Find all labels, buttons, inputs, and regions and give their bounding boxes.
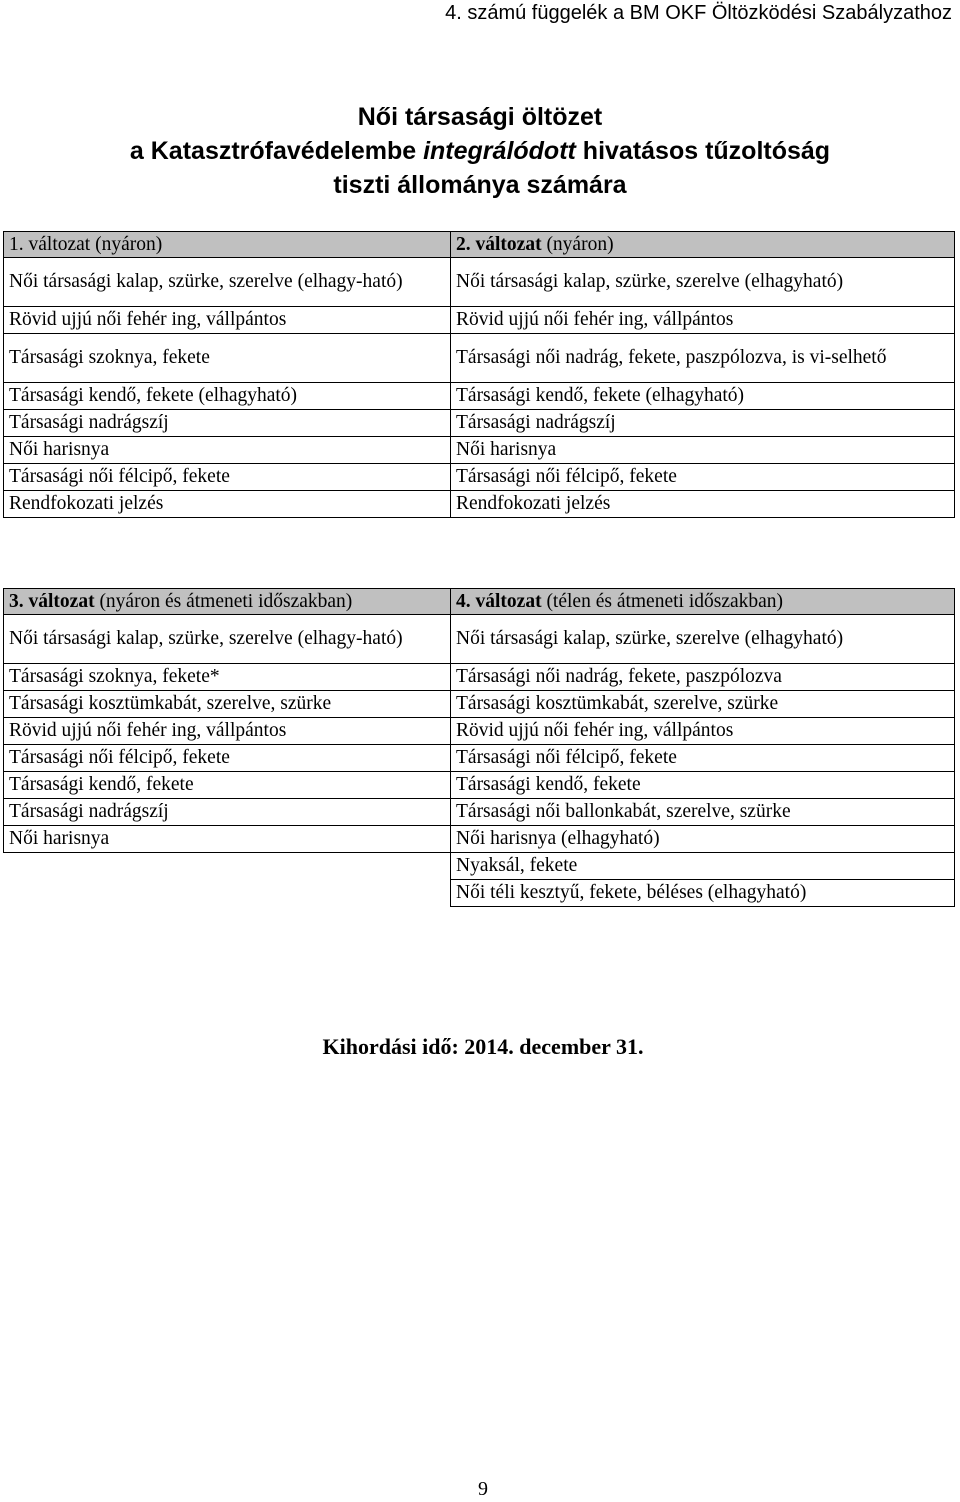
table-row [4, 664, 955, 691]
table-row [4, 307, 955, 334]
variant-1-2-table [3, 231, 955, 518]
variant-number: 2. változat [456, 233, 542, 255]
table-row [4, 691, 955, 718]
table-cell: Női harisnya (elhagyható) [451, 826, 955, 853]
title-line-3: tiszti állománya számára [333, 171, 627, 199]
table-cell: Társasági női félcipő, fekete [4, 745, 451, 772]
table-cell: Társasági női nadrág, fekete, paszpólozva [451, 664, 955, 691]
table-cell: Női harisnya [4, 826, 451, 853]
title-line-2-italic: integrálódott [423, 137, 576, 165]
table-cell: Társasági női félcipő, fekete [451, 464, 955, 491]
wear-deadline: Kihordási idő: 2014. december 31. [322, 1034, 644, 1059]
table-cell: Rendfokozati jelzés [451, 491, 955, 518]
table-cell: Társasági női nadrág, fekete, paszpólozva, is vi-selhető [451, 334, 955, 383]
variant-season: (nyáron és átmeneti időszakban) [94, 590, 353, 612]
title-line-1: Női társasági öltözet [357, 103, 603, 131]
table-row [4, 258, 955, 307]
variant-3-4-table [3, 588, 955, 907]
table-header-row [4, 232, 955, 258]
table-row [4, 745, 955, 772]
appendix-header-note: 4. számú függelék a BM OKF Öltözködési Szabályzathoz [445, 2, 952, 24]
table-row [4, 799, 955, 826]
table-row [4, 437, 955, 464]
table-cell: Női harisnya [451, 437, 955, 464]
table-cell: Női harisnya [4, 437, 451, 464]
document-title [0, 100, 960, 202]
table-cell: Társasági kendő, fekete (elhagyható) [4, 383, 451, 410]
table-cell: Rövid ujjú női fehér ing, vállpántos [451, 307, 955, 334]
title-line-2-start: a Katasztrófavédelembe [129, 137, 424, 165]
table-header-row [4, 589, 955, 615]
table-cell: Női társasági kalap, szürke, szerelve (elhagyható) [451, 258, 955, 307]
table-cell: Női társasági kalap, szürke, szerelve (elhagyható) [451, 615, 955, 664]
table-row [4, 880, 955, 907]
title-line-2 [0, 134, 960, 168]
table-cell: Társasági kosztümkabát, szerelve, szürke [451, 691, 955, 718]
table-cell: Női társasági kalap, szürke, szerelve (elhagy-ható) [4, 258, 451, 307]
table-cell: Társasági kosztümkabát, szerelve, szürke [4, 691, 451, 718]
table-cell: Társasági szoknya, fekete [4, 334, 451, 383]
table-cell: Rövid ujjú női fehér ing, vállpántos [4, 718, 451, 745]
table-cell: Női társasági kalap, szürke, szerelve (elhagy-ható) [4, 615, 451, 664]
table-row [4, 383, 955, 410]
table-row [4, 826, 955, 853]
table-row [4, 334, 955, 383]
table-cell: Társasági női félcipő, fekete [4, 464, 451, 491]
table-row [4, 464, 955, 491]
table-cell: Rendfokozati jelzés [4, 491, 451, 518]
title-line-2-end: hivatásos tűzoltóság [575, 137, 831, 165]
table-row [4, 410, 955, 437]
variant-1-header [4, 232, 451, 258]
variant-season: (télen és átmeneti időszakban) [541, 590, 784, 612]
table-cell: Társasági kendő, fekete [4, 772, 451, 799]
table-row [4, 718, 955, 745]
table-cell: Társasági nadrágszíj [4, 410, 451, 437]
variant-2-header [451, 232, 955, 258]
table-row [4, 772, 955, 799]
variant-4-header [451, 589, 955, 615]
table-row [4, 615, 955, 664]
variant-season: (nyáron) [541, 233, 614, 255]
variant-3-header [4, 589, 451, 615]
table-row [4, 491, 955, 518]
variant-number: 3. változat [9, 590, 95, 612]
table-cell: Nyaksál, fekete [451, 853, 955, 880]
table-cell: Rövid ujjú női fehér ing, vállpántos [4, 307, 451, 334]
table-cell: Társasági nadrágszíj [4, 799, 451, 826]
table-cell-empty [4, 853, 451, 880]
table-cell: Társasági szoknya, fekete* [4, 664, 451, 691]
table-cell: Társasági kendő, fekete [451, 772, 955, 799]
table-cell: Társasági női félcipő, fekete [451, 745, 955, 772]
table-cell: Társasági női ballonkabát, szerelve, szürke [451, 799, 955, 826]
variant-number: 4. változat [456, 590, 542, 612]
table-row [4, 853, 955, 880]
table-cell-empty [4, 880, 451, 907]
variant-number: 1. változat [9, 233, 91, 255]
table-cell: Társasági nadrágszíj [451, 410, 955, 437]
page-number: 9 [478, 1478, 488, 1500]
table-cell: Rövid ujjú női fehér ing, vállpántos [451, 718, 955, 745]
table-cell: Társasági kendő, fekete (elhagyható) [451, 383, 955, 410]
table-cell: Női téli kesztyű, fekete, béléses (elhagyható) [451, 880, 955, 907]
variant-season: (nyáron) [90, 233, 163, 255]
